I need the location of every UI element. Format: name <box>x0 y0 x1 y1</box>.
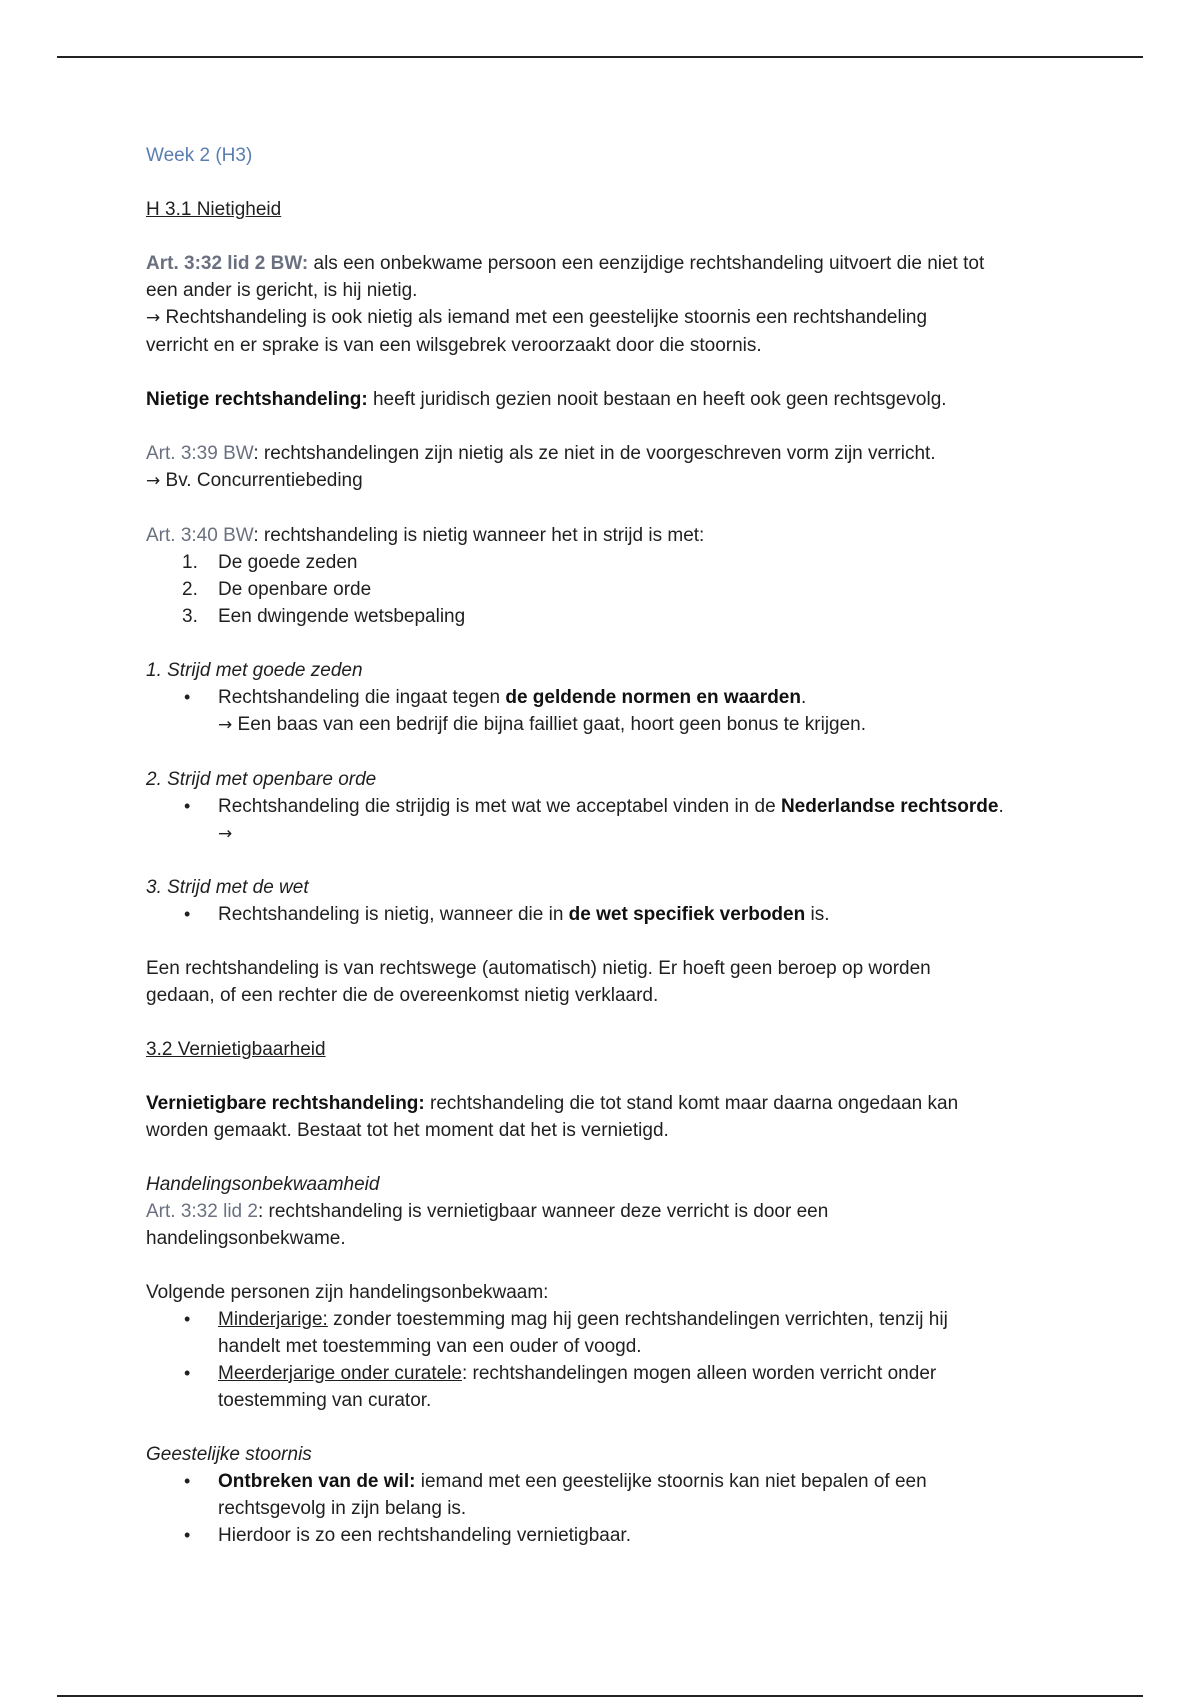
art-label: Art. 3:40 BW <box>146 525 254 546</box>
vernietigbare-definition: Vernietigbare rechtshandeling: rechtshandeling die tot stand komt maar daarna ongedaan kan worden gemaakt. Bestaat tot het moment dat het is vernietigd. <box>146 1093 959 1141</box>
bullet-icon: • <box>184 904 191 924</box>
section-heading-3-2: 3.2 Vernietigbaarheid <box>146 1039 326 1060</box>
week-title: Week 2 (H3) <box>146 145 253 166</box>
list-item: 1. De goede zeden <box>182 552 358 573</box>
list-item: • Rechtshandeling die strijdig is met wat we acceptabel vinden in de Nederlandse rechtsorde. → <box>146 793 1066 847</box>
bullet-icon: • <box>184 1309 191 1329</box>
bullet-icon: • <box>184 1525 191 1545</box>
list-item: • Rechtshandeling is nietig, wanneer die in de wet specifiek verboden is. <box>146 901 1066 928</box>
rechtswege-paragraph: Een rechtshandeling is van rechtswege (automatisch) nietig. Er hoeft geen beroep op worden gedaan, of een rechter die de overeenkomst nietig verklaard. <box>146 958 931 1006</box>
art-label: Art. 3:32 lid 2 <box>146 1201 258 1222</box>
art-3-40-paragraph: Art. 3:40 BW: rechtshandeling is nietig wanneer het in strijd is met: <box>146 525 705 546</box>
bullet-icon: • <box>184 1363 191 1383</box>
personen-list <box>146 1306 1066 1414</box>
bottom-rule <box>57 1695 1143 1697</box>
subheading-geestelijke-stoornis: Geestelijke stoornis <box>146 1444 312 1465</box>
personen-intro: Volgende personen zijn handelingsonbekwaam: <box>146 1282 549 1303</box>
art-3-40-list <box>146 549 1066 630</box>
bullet-icon: • <box>184 1471 191 1491</box>
art-label: Art. 3:32 lid 2 BW: <box>146 253 309 274</box>
subheading-de-wet: 3. Strijd met de wet <box>146 877 309 898</box>
arrow-icon: → <box>146 471 161 491</box>
subheading-goede-zeden: 1. Strijd met goede zeden <box>146 660 363 681</box>
art-3-32-lid-2-paragraph: Art. 3:32 lid 2: rechtshandeling is vernietigbaar wanneer deze verricht is door een handelingsonbekwame. <box>146 1201 829 1249</box>
arrow-icon: → <box>146 308 161 328</box>
nietige-definition: Nietige rechtshandeling: heeft juridisch gezien nooit bestaan en heeft ook geen rechtsgevolg. <box>146 389 947 410</box>
de-wet-list <box>146 901 1066 928</box>
subheading-openbare-orde: 2. Strijd met openbare orde <box>146 769 377 790</box>
list-item: • Rechtshandeling die ingaat tegen de geldende normen en waarden. → Een baas van een bedrijf die bijna failliet gaat, hoort geen bonus te krijgen. <box>146 684 1066 739</box>
arrow-icon: → <box>218 824 233 844</box>
top-rule <box>57 56 1143 58</box>
list-item: 2. De openbare orde <box>182 579 372 600</box>
art-label: Art. 3:39 BW <box>146 443 254 464</box>
subheading-handelingsonbekwaamheid: Handelingsonbekwaamheid <box>146 1174 380 1195</box>
list-item: • Ontbreken van de wil: iemand met een geestelijke stoornis kan niet bepalen of een rechtsgevolg in zijn belang is. <box>146 1468 1066 1522</box>
stoornis-list <box>146 1468 1066 1549</box>
arrow-icon: → <box>218 715 233 735</box>
bullet-icon: • <box>184 796 191 816</box>
openbare-orde-list <box>146 793 1066 847</box>
art-3-32-paragraph: Art. 3:32 lid 2 BW: als een onbekwame persoon een eenzijdige rechtshandeling uitvoert die niet tot een ander is gericht, is hij nietig. → Rechtshandeling is ook nietig als iemand met een geestelijke stoornis een rechtshandeling verricht en er sprake is van een wilsgebrek veroorzaakt door die stoornis. <box>146 253 985 356</box>
list-item: • Minderjarige: zonder toestemming mag hij geen rechtshandelingen verrichten, tenzij hij handelt met toestemming van een ouder of voogd. <box>146 1306 1066 1360</box>
list-item: • Hierdoor is zo een rechtshandeling vernietigbaar. <box>146 1522 1066 1549</box>
list-item: 3. Een dwingende wetsbepaling <box>182 606 466 627</box>
list-item: • Meerderjarige onder curatele: rechtshandelingen mogen alleen worden verricht onder toestemming van curator. <box>146 1360 1066 1414</box>
section-heading-3-1: H 3.1 Nietigheid <box>146 199 282 220</box>
bullet-icon: • <box>184 687 191 707</box>
art-3-39-paragraph: Art. 3:39 BW: rechtshandelingen zijn nietig als ze niet in de voorgeschreven vorm zijn verricht. → Bv. Concurrentiebeding <box>146 443 936 491</box>
document-page <box>146 142 1066 1549</box>
goede-zeden-list <box>146 684 1066 739</box>
